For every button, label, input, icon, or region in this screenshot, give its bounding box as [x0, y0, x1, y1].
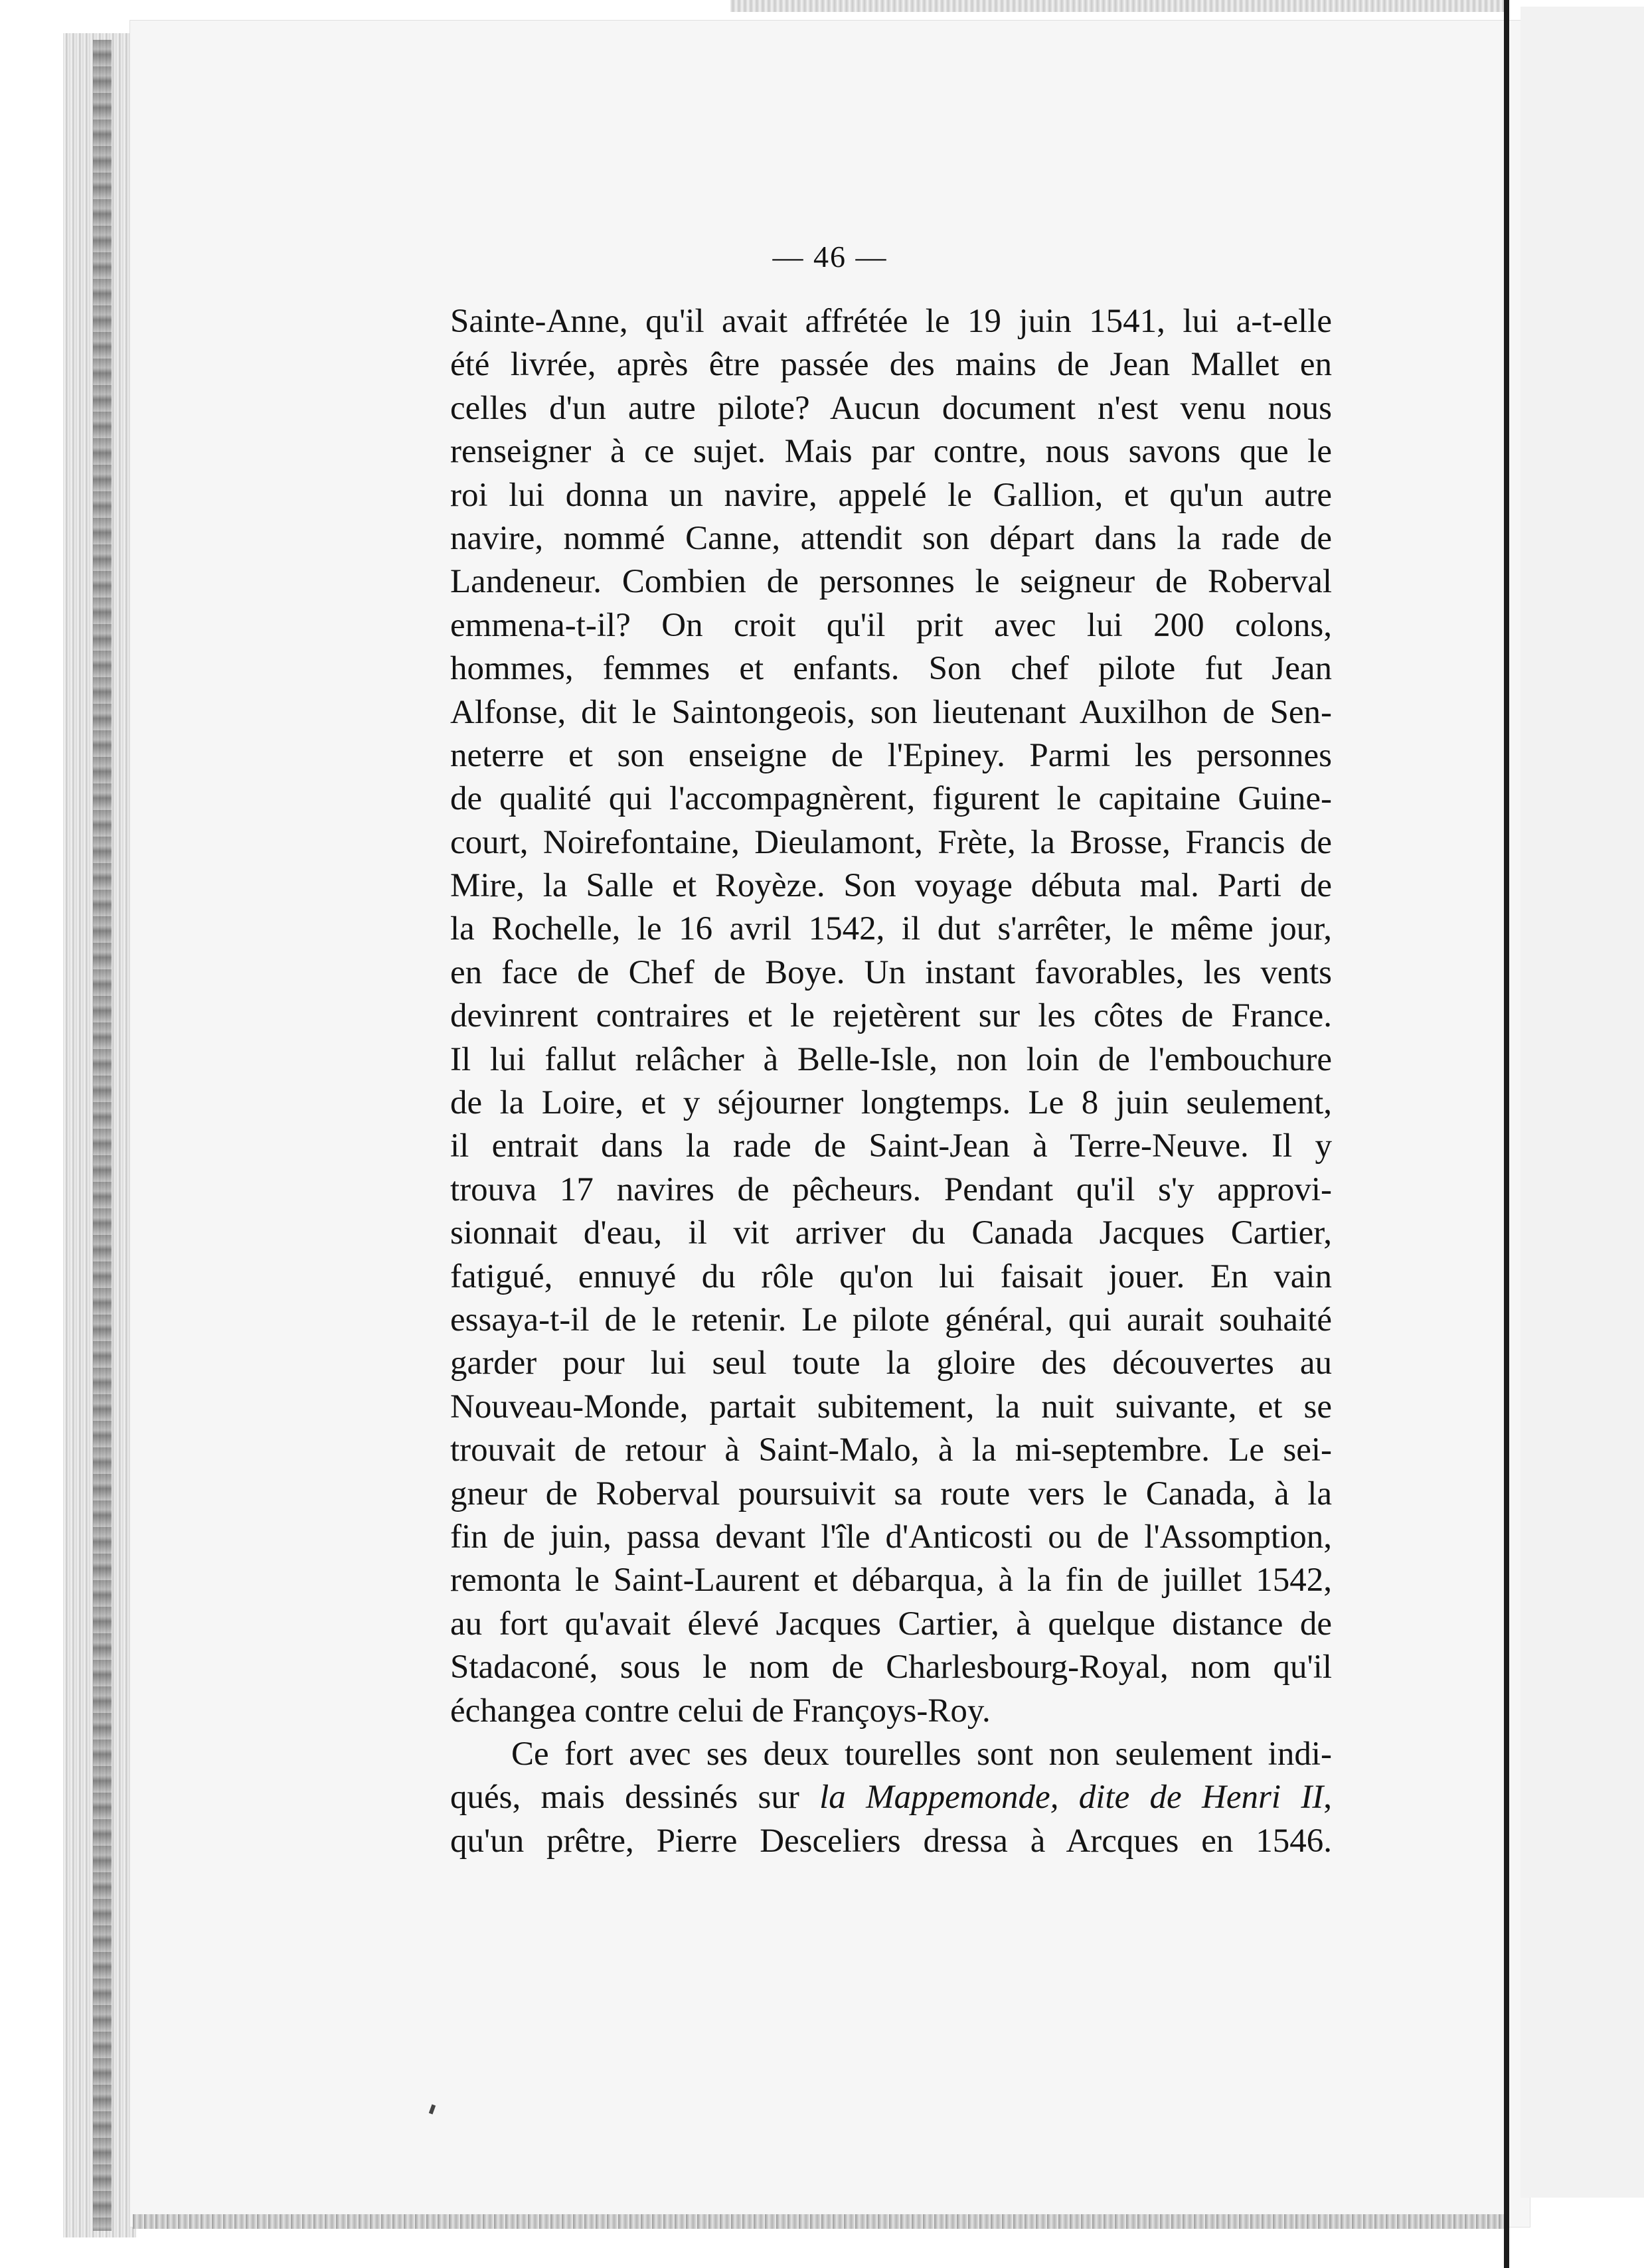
text-line: au fort qu'avait élevé Jacques Cartier, à quelque distance de: [450, 1605, 1332, 1643]
text-line: la Rochelle, le 16 avril 1542, il dut s'arrêter, le même jour,: [450, 910, 1332, 948]
text-line: trouvait de retour à Saint-Malo, à la mi-septembre. Le sei-: [450, 1431, 1332, 1469]
text-fragment: qués, mais dessinés sur: [450, 1779, 820, 1817]
text-line: été livrée, après être passée des mains de Jean Mallet en: [450, 346, 1332, 384]
facing-page: [1521, 7, 1644, 2198]
text-line: remonta le Saint-Laurent et débarqua, à la fin de juillet 1542,: [450, 1562, 1332, 1599]
text-line: trouva 17 navires de pêcheurs. Pendant qu'il s'y approvi-: [450, 1171, 1332, 1208]
text-line: renseigner à ce sujet. Mais par contre, nous savons que le: [450, 433, 1332, 471]
text-line: essaya-t-il de le retenir. Le pilote général, qui aurait souhaité: [450, 1301, 1332, 1338]
text-line: court, Noirefontaine, Dieulamont, Frète, la Brosse, Francis de: [450, 823, 1332, 861]
page-number: — 46 —: [772, 240, 888, 274]
text-line: de qualité qui l'accompagnèrent, figurent le capitaine Guine-: [450, 780, 1332, 818]
text-line: roi lui donna un navire, appelé le Gallion, et qu'un autre: [450, 476, 1332, 514]
text-line: neterre et son enseigne de l'Epiney. Parmi les personnes: [450, 736, 1332, 774]
text-line: fatigué, ennuyé du rôle qu'on lui faisait jouer. En vain: [450, 1257, 1332, 1295]
binding-shadow: [93, 40, 112, 2231]
page-stack-bottom-edge: [133, 2214, 1504, 2229]
text-line: celles d'un autre pilote? Aucun document n'est venu nous: [450, 389, 1332, 427]
text-line: Nouveau-Monde, partait subitement, la nuit suivante, et se: [450, 1388, 1332, 1425]
body-text: [450, 300, 1332, 1863]
text-line-with-title: [450, 1776, 1332, 1819]
text-line: devinrent contraires et le rejetèrent sur les côtes de France.: [450, 997, 1332, 1035]
page-gutter-divider: [1504, 0, 1509, 2268]
italic-map-title: la Mappemonde, dite de Henri II: [819, 1779, 1324, 1817]
text-line: Ce fort avec ses deux tourelles sont non seulement indi-: [511, 1735, 1332, 1773]
text-line: Mire, la Salle et Royèze. Son voyage débuta mal. Parti de: [450, 867, 1332, 905]
text-line: Landeneur. Combien de personnes le seigneur de Roberval: [450, 563, 1332, 601]
text-line: qu'un prêtre, Pierre Desceliers dressa à Arcques en 1546.: [450, 1822, 1332, 1860]
text-line: navire, nommé Canne, attendit son départ dans la rade de: [450, 519, 1332, 557]
text-line: fin de juin, passa devant l'île d'Anticosti ou de l'Assomption,: [450, 1518, 1332, 1556]
text-line: emmena-t-il? On croit qu'il prit avec lui 200 colons,: [450, 606, 1332, 644]
text-line: Alfonse, dit le Saintongeois, son lieutenant Auxilhon de Sen-: [450, 693, 1332, 731]
text-line: garder pour lui seul toute la gloire des découvertes au: [450, 1344, 1332, 1382]
text-line: Sainte-Anne, qu'il avait affrétée le 19 juin 1541, lui a-t-elle: [450, 303, 1332, 340]
text-line: de la Loire, et y séjourner longtemps. Le 8 juin seulement,: [450, 1084, 1332, 1122]
text-line: sionnait d'eau, il vit arriver du Canada Jacques Cartier,: [450, 1214, 1332, 1252]
text-line: en face de Chef de Boye. Un instant favorables, les vents: [450, 953, 1332, 991]
text-line: hommes, femmes et enfants. Son chef pilote fut Jean: [450, 650, 1332, 688]
text-fragment: ,: [1323, 1779, 1332, 1817]
page-top-edge: [730, 0, 1504, 12]
text-line: gneur de Roberval poursuivit sa route vers le Canada, à la: [450, 1475, 1332, 1512]
text-line: Stadaconé, sous le nom de Charlesbourg-Royal, nom qu'il: [450, 1649, 1332, 1686]
text-line: il entrait dans la rade de Saint-Jean à Terre-Neuve. Il y: [450, 1127, 1332, 1165]
text-line: Il lui fallut relâcher à Belle-Isle, non loin de l'embouchure: [450, 1040, 1332, 1078]
text-line: échangea contre celui de Françoys-Roy.: [450, 1692, 991, 1730]
